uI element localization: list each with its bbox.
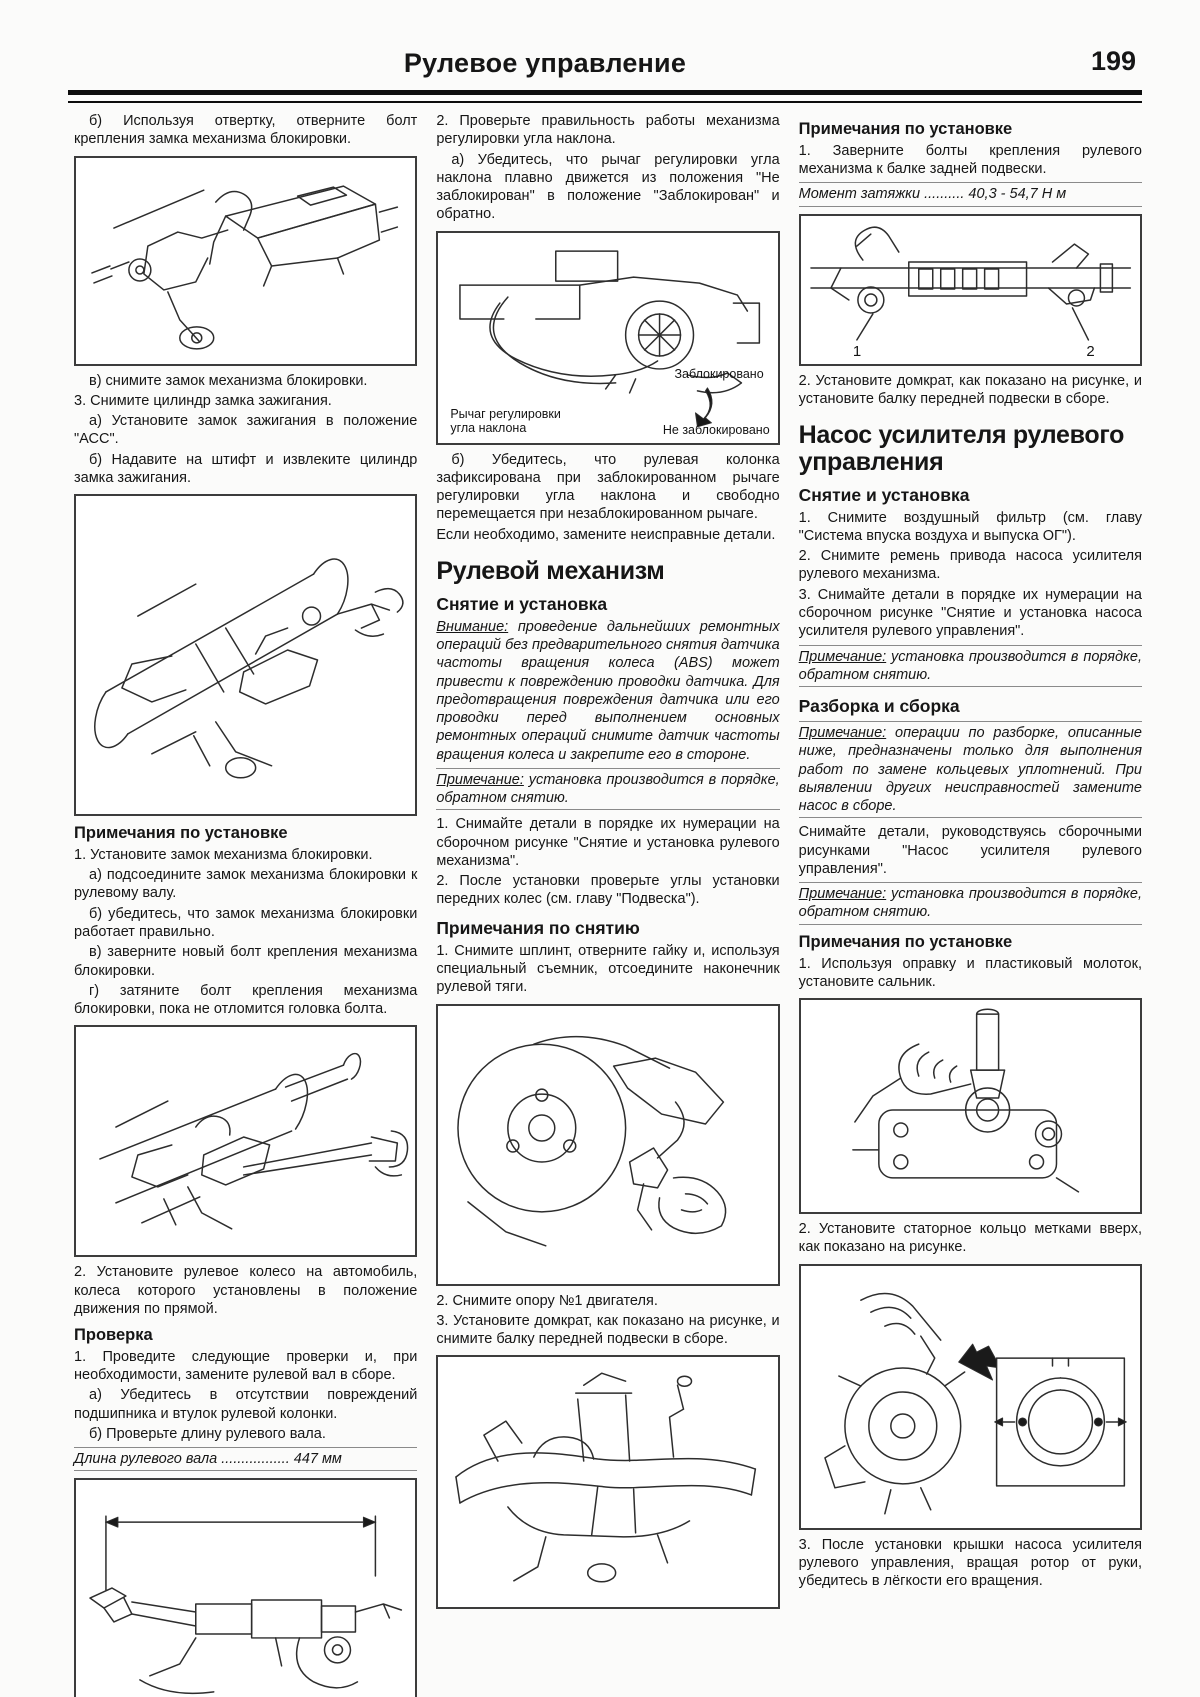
step-paragraph: б) Проверьте длину рулевого вала. (89, 1425, 326, 1442)
step-paragraph: б) Надавите на штифт и извлеките цилиндр замка зажигания. (74, 451, 418, 486)
warning-label: Внимание: (436, 618, 509, 635)
chapter-heading-power-steering-pump: Насос усилителя рулевого управления (798, 421, 1125, 476)
figure-steering-lock-assembly (74, 156, 417, 366)
step-paragraph: а) Убедитесь в отсутствии повреждений подшипника и втулок рулевой колонки. (74, 1387, 418, 1422)
section-heading-removal-notes: Примечания по снятию (436, 917, 640, 938)
step-paragraph: 1. Проведите следующие проверки и, при необходимости, замените рулевой вал в сборе. (74, 1348, 418, 1384)
step-paragraph: г) затяните болт крепления механизма блокировки, пока не отломится головка болта. (74, 982, 418, 1018)
figure-steering-rack-mounts (799, 214, 1142, 366)
step-paragraph: 3. Установите домкрат, как показано на рисунке, и снимите балку передней подвески в сборе. (436, 1312, 780, 1348)
step-paragraph: 1. Заверните болты крепления рулевого механизма к балке задней подвески. (798, 142, 1142, 178)
step-paragraph: б) Используя отвертку, отверните болт крепления замка механизма блокировки. (74, 113, 418, 148)
step-paragraph: а) Убедитесь, что рычаг регулировки угла наклона плавно движется из положения "Не заблокирован" в положение "Заблокирован" и обратно. (436, 151, 780, 223)
callout-2: 2 (1086, 342, 1095, 360)
step-paragraph: 1. Снимайте детали в порядке их нумерации на сборочном рисунке "Снятие и установка рулевого механизма". (436, 816, 780, 869)
step-paragraph: 1. Установите замок механизма блокировки. (74, 846, 373, 863)
note-label: Примечание: (798, 886, 887, 903)
note-label: Примечание: (436, 771, 524, 788)
section-heading-install-notes: Примечания по установке (74, 824, 288, 843)
figure-tie-rod-end-removal (436, 1004, 779, 1286)
label-tilt-lever: Рычаг регулировки угла наклона (450, 406, 561, 435)
section-heading-check: Проверка (74, 1326, 153, 1345)
section-heading-install-notes: Примечания по установке (798, 932, 1013, 951)
note-block (799, 721, 1142, 818)
note-block (799, 882, 1142, 925)
warning-block (436, 618, 779, 764)
note-label: Примечание: (798, 725, 887, 742)
warning-text: проведение дальнейших ремонтных операций без предварительного снятия датчика частоты вращения колеса (ABS) может привести к повреждению проводки датчика. Для предотвращения повреждения датчика или его проводки перед выполнением основных ремонтных операций снимите датчик частоты вращения колеса и закрепите его в стороне. (436, 618, 780, 763)
step-paragraph: 2. Снимите опору №1 двигателя. (436, 1292, 658, 1309)
step-paragraph: 3. Снимите цилиндр замка зажигания. (74, 392, 332, 409)
step-paragraph: 2. После установки проверьте углы установки передних колес (см. главу "Подвеска"). (436, 873, 780, 908)
step-paragraph: 2. Установите рулевое колесо на автомобиль, колеса которого установлены в положение движения по прямой. (74, 1264, 418, 1317)
spec-tightening-torque: Момент затяжки .......... 40,3 - 54,7 Н м (799, 182, 1142, 206)
step-paragraph: а) подсоедините замок механизма блокировки к рулевому валу. (74, 867, 418, 902)
header-rule (68, 90, 1142, 103)
figure-ignition-lock-cylinder (74, 494, 417, 816)
section-heading-disassembly: Разборка и сборка (798, 696, 960, 717)
figure-lock-bolt-tightening (74, 1025, 417, 1257)
page-title: Рулевое управление (403, 48, 687, 78)
step-paragraph: 1. Снимите шплинт, отверните гайку и, используя специальный съемник, отсоедините наконечник рулевой тяги. (436, 942, 780, 996)
note-text: установка производится в порядке, обратном снятию. (436, 771, 780, 807)
label-locked: Заблокировано (674, 366, 764, 381)
section-heading-install-notes: Примечания по установке (798, 120, 1013, 138)
step-paragraph: 3. После установки крышки насоса усилителя рулевого управления, вращая ротор от руки, убедитесь в лёгкости его вращения. (798, 1536, 1142, 1590)
spec-shaft-length: Длина рулевого вала ................. 447 мм (74, 1447, 417, 1471)
step-paragraph: в) снимите замок механизма блокировки. (89, 372, 368, 389)
step-paragraph: б) Убедитесь, что рулевая колонка зафиксирована при заблокированном рычаге регулировки угла наклона и свободно перемещается при незаблокированном рычаге. (436, 451, 780, 523)
middle-column (436, 112, 779, 1689)
step-paragraph: Снимайте детали, руководствуясь сборочными рисунками "Насос усилителя рулевого управления". (798, 824, 1142, 877)
figure-oil-seal-install (799, 998, 1142, 1214)
note-label: Примечание: (798, 648, 887, 665)
section-heading-removal-install: Снятие и установка (436, 593, 608, 614)
step-paragraph: 2. Снимите ремень привода насоса усилителя рулевого механизма. (798, 548, 1142, 583)
section-heading-removal-install: Снятие и установка (798, 484, 970, 505)
step-paragraph: в) заверните новый болт крепления механизма блокировки. (74, 944, 418, 979)
note-block (436, 768, 779, 811)
label-unlocked: Не заблокировано (662, 422, 770, 437)
figure-tilt-lever (436, 231, 779, 445)
note-block (799, 645, 1142, 688)
note-text: установка производится в порядке, обратном снятию. (798, 648, 1142, 683)
content-columns (74, 112, 1142, 1689)
step-paragraph: 1. Используя оправку и пластиковый молоток, установите сальник. (798, 955, 1142, 990)
figure-stator-ring-marks (799, 1264, 1142, 1530)
step-paragraph: Если необходимо, замените неисправные детали. (436, 526, 776, 543)
figure-front-suspension-member (436, 1355, 779, 1609)
step-paragraph: 2. Установите статорное кольцо метками вверх, как показано на рисунке. (798, 1221, 1142, 1256)
callout-1: 1 (852, 342, 861, 360)
page-number: 199 (1090, 46, 1136, 76)
step-paragraph: а) Установите замок зажигания в положение "АСС". (74, 413, 418, 448)
step-paragraph: 2. Проверьте правильность работы механизма регулировки угла наклона. (436, 113, 780, 148)
figure-steering-shaft-length (74, 1478, 417, 1697)
right-column (799, 112, 1142, 1689)
step-paragraph: б) убедитесь, что замок механизма блокировки работает правильно. (74, 905, 418, 940)
step-paragraph: 2. Установите домкрат, как показано на рисунке, и установите балку передней подвески в сборе. (798, 372, 1142, 407)
left-column (74, 112, 417, 1689)
chapter-heading-steering-gear: Рулевой механизм (436, 556, 665, 585)
step-paragraph: 3. Снимайте детали в порядке их нумерации на сборочном рисунке "Снятие и установка насоса усилителя рулевого управления". (798, 586, 1142, 640)
note-text: операции по разборке, описанные ниже, предназначены только для выполнения работ по замене кольцевых уплотнений. При выявлении других неисправностей замените насос в сборе. (798, 725, 1142, 815)
note-text: установка производится в порядке, обратном снятию. (798, 886, 1142, 921)
step-paragraph: 1. Снимите воздушный фильтр (см. главу "Система впуска воздуха и выпуска ОГ"). (798, 509, 1142, 544)
